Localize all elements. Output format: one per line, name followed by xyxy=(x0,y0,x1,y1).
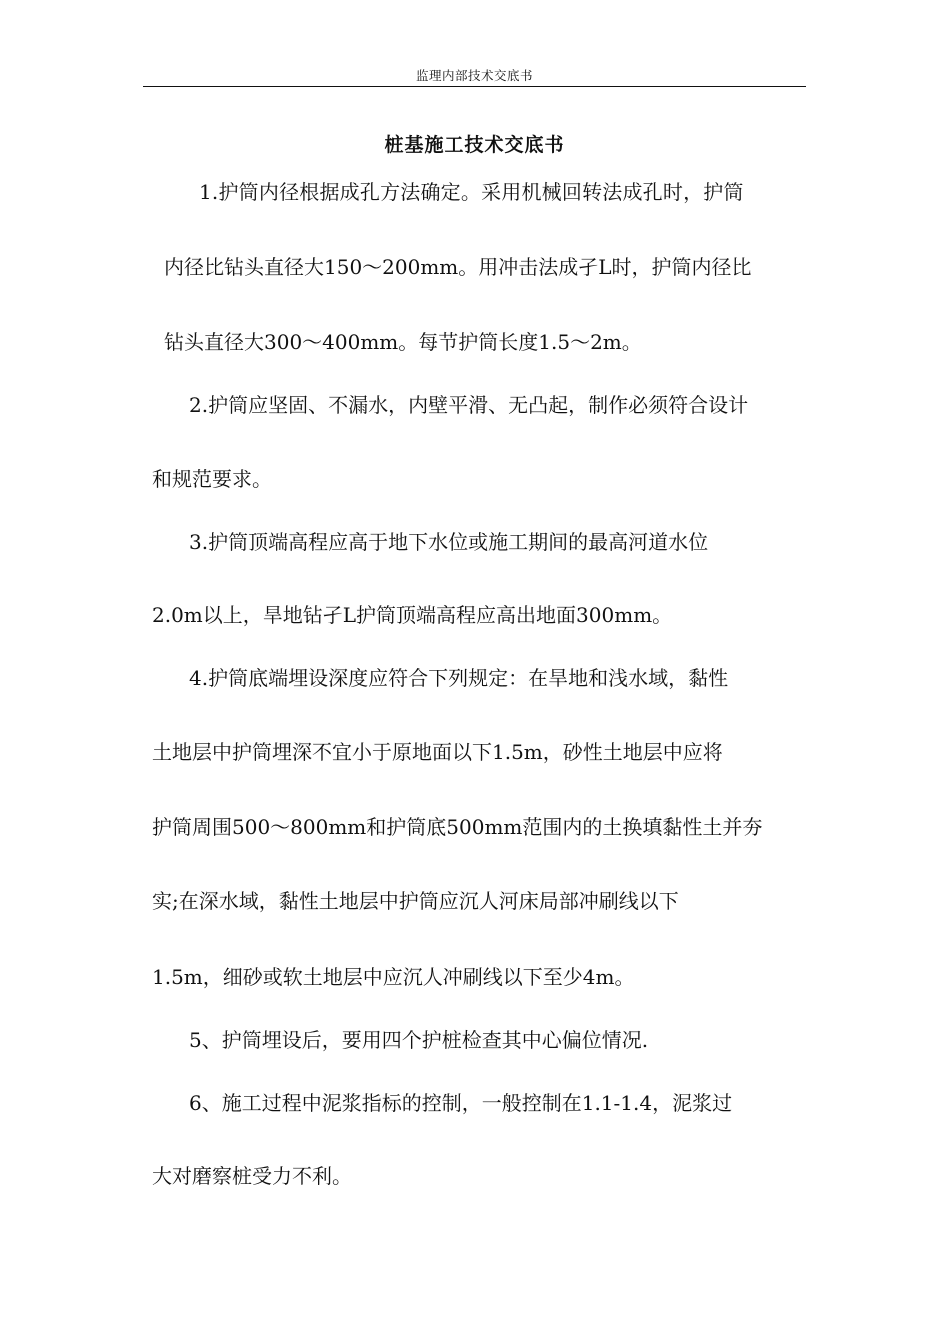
body-line: 2.护筒应坚固、不漏水，内壁平滑、无凸起，制作必须符合设计 xyxy=(189,393,749,417)
body-line: 土地层中护筒埋深不宜小于原地面以下1.5m，砂性土地层中应将 xyxy=(152,740,723,764)
body-line: 5、护筒埋设后，要用四个护桩检查其中心偏位情况. xyxy=(189,1028,649,1052)
body-line: 1.5m，细砂或软土地层中应沉人冲刷线以下至少4m。 xyxy=(152,965,635,989)
body-line: 钻头直径大300～400mm。每节护筒长度1.5～2m。 xyxy=(164,330,642,354)
body-line: 2.0m以上，旱地钻孑L护筒顶端高程应高出地面300mm。 xyxy=(152,603,673,627)
body-line: 内径比钻头直径大150～200mm。用冲击法成孑L时，护筒内径比 xyxy=(164,255,752,279)
body-line: 和规范要求。 xyxy=(152,467,272,491)
body-line: 3.护筒顶端高程应高于地下水位或施工期间的最高河道水位 xyxy=(189,530,709,554)
running-header: 监理内部技术交底书 xyxy=(415,68,533,83)
document-title: 桩基施工技术交底书 xyxy=(384,134,565,156)
body-line: 6、施工过程中泥浆指标的控制，一般控制在1.1-1.4，泥浆过 xyxy=(189,1091,733,1115)
body-line: 实;在深水域，黏性土地层中护筒应沉人河床局部冲刷线以下 xyxy=(152,889,679,913)
body-line: 护筒周围500～800mm和护筒底500mm范围内的土换填黏性土并夯 xyxy=(152,815,763,839)
body-line: 大对磨察桩受力不利。 xyxy=(152,1164,352,1188)
header-divider xyxy=(143,86,806,87)
body-line: 1.护筒内径根据成孔方法确定。采用机械回转法成孔时，护筒 xyxy=(199,180,744,204)
body-line: 4.护筒底端埋设深度应符合下列规定：在旱地和浅水域，黏性 xyxy=(189,666,729,690)
